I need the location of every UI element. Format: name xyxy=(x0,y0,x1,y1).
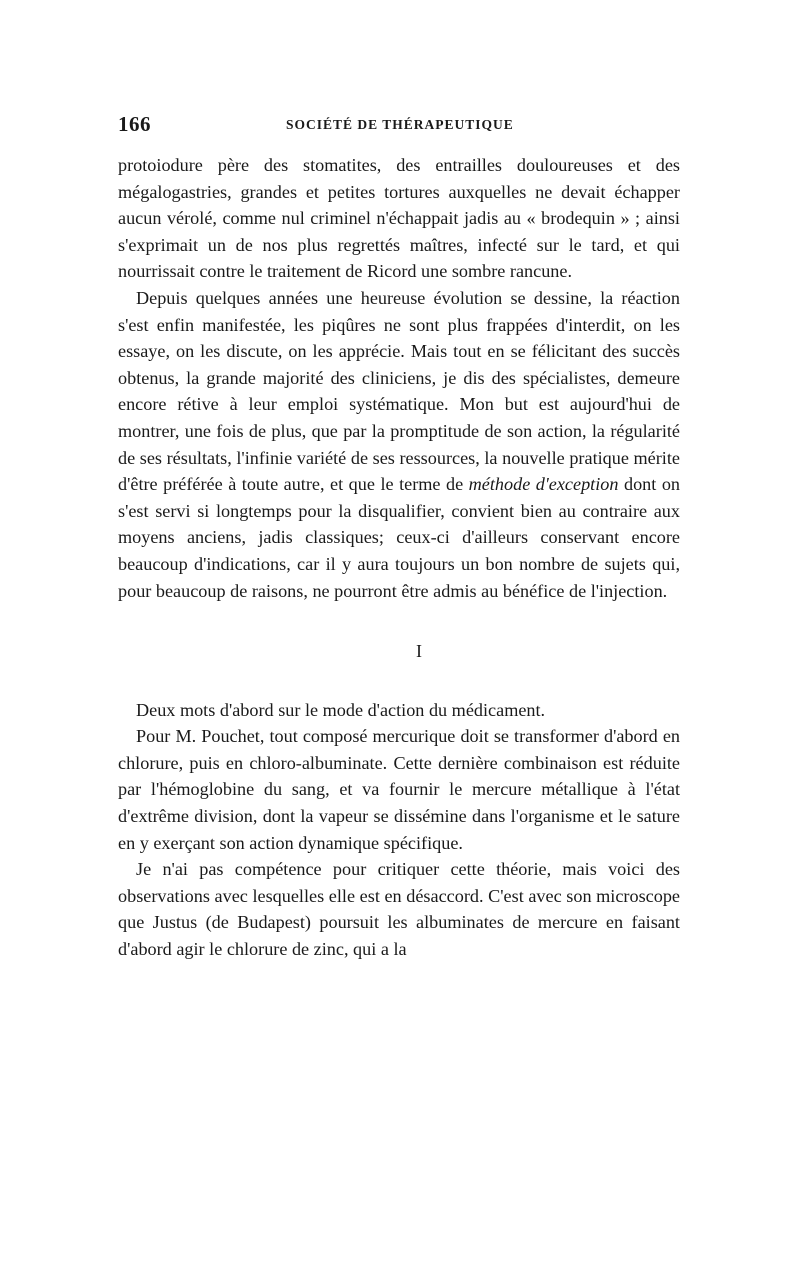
paragraph-pouchet: Pour M. Pouchet, tout composé mercurique doit se transformer d'abord en chlorure, puis en chloro-albuminate. Cette dernière combinaison est réduite par l'hémoglobine du sang, et va fournir le mercure métallique à l'état d'extrême division, dont la vapeur se dissémine dans l'organisme et le sature en y exerçant son action dynamique spécifique. xyxy=(118,726,680,853)
italic-term: méthode d'exception xyxy=(468,474,619,495)
section-numeral: I xyxy=(416,641,422,662)
paragraph-mode-action: Deux mots d'abord sur le mode d'action du médicament. xyxy=(136,699,546,720)
paragraph-evolution xyxy=(118,285,680,604)
running-head xyxy=(118,112,680,142)
running-title: SOCIÉTÉ DE THÉRAPEUTIQUE xyxy=(286,117,514,132)
paragraph-continuation: protoiodure père des stomatites, des entrailles douloureuses et des mégalogastries, grandes et petites tortures auxquelles ne devait échapper aucun vérolé, comme nul criminel n'échappait jadis au « brodequin » ; ainsi s'exprimait un de nos plus regrettés maîtres, infecté sur le tard, et qui nourrissait contre le traitement de Ricord une sombre rancune. xyxy=(118,155,680,282)
page-number: 166 xyxy=(118,112,151,136)
paragraph-evolution-text-end: dont on s'est servi si longtemps pour la disqualifier, convient bien au contraire aux moyens anciens, jadis classiques; ceux-ci d'ailleurs conservant encore beaucoup d'indications, car il y aura toujours un bon nombre de sujets qui, pour beaucoup de raisons, ne pourront être admis au bénéfice de l'injection. xyxy=(118,474,681,601)
paragraph-justus: Je n'ai pas compétence pour critiquer cette théorie, mais voici des observations avec lesquelles elle est en désaccord. C'est avec son microscope que Justus (de Budapest) poursuit les albuminates de mercure en faisant d'abord agir le chlorure de zinc, qui a la xyxy=(118,859,680,960)
paragraph-evolution-text-start: Depuis quelques années une heureuse évolution se dessine, la réaction s'est enfin manifestée, les piqûres ne sont plus frappées d'interdit, on les essaye, on les discute, on les apprécie. Mais tout en se félicitant des succès obtenus, la grande majorité des cliniciens, je dis des spécialistes, demeure encore rétive à leur emploi systématique. Mon but est aujourd'hui de montrer, une fois de plus, que par la promptitude de son action, la régularité de ses résultats, l'infinie variété de ses ressources, la nouvelle pratique mérite d'être préférée à toute autre, et que le terme de xyxy=(118,287,680,495)
book-page xyxy=(118,112,680,963)
body-text xyxy=(118,152,680,963)
